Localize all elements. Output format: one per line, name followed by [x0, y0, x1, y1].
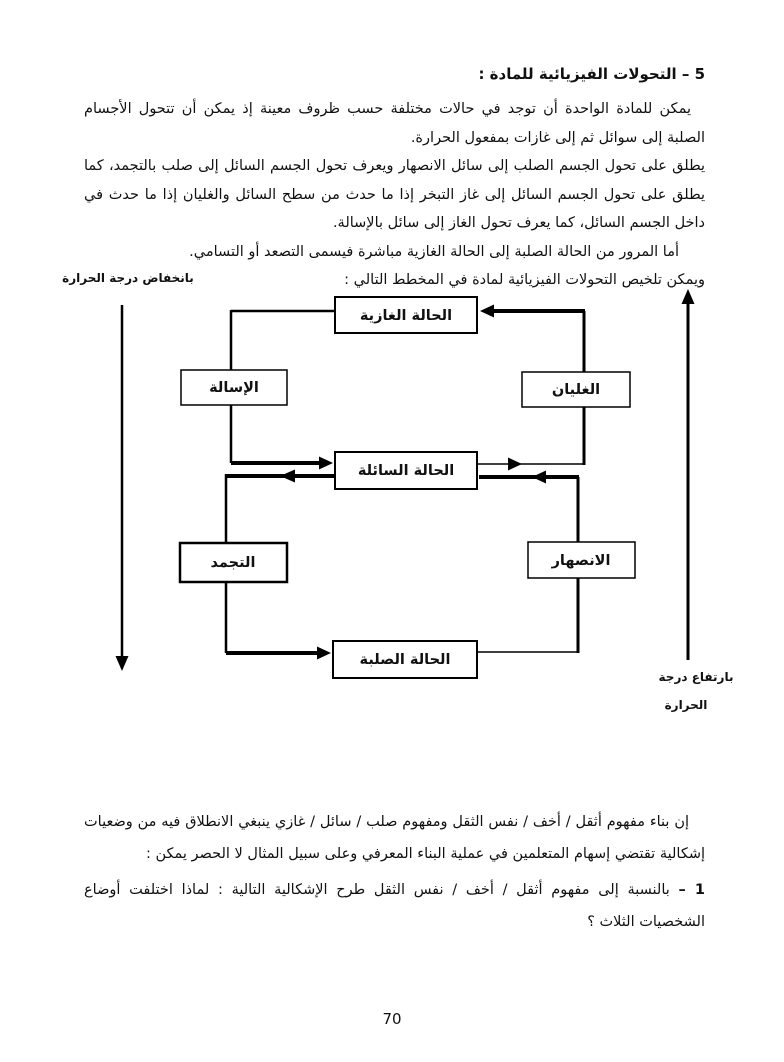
arrowhead-left-icon [480, 305, 494, 318]
item-text: بالنسبة إلى مفهوم أثقل / أخف / نفس الثقل طرح الإشكالية التالية : لماذا اختلفت أوضاع الشخصيات الثلاث ؟ [84, 882, 705, 930]
increasing-temperature-label-line2: الحرارة [664, 698, 708, 712]
gas-state-box [335, 297, 477, 333]
arrowhead-up-icon [682, 289, 695, 304]
bottom-paragraph: إن بناء مفهوم أثقل / أخف / نفس الثقل ومفهوم صلب / سائل / غازي ينبغي الانطلاق فيه من وضعيات إشكالية تقتضي إسهام المتعلمين في عملية البناء المعرفي وعلى سبيل المثال لا الحصر يمكن : [84, 814, 705, 862]
section-heading: 5 – التحولات الفيزيائية للمادة : [478, 65, 705, 83]
arrowhead-right-icon [317, 647, 331, 660]
melting-label: الانصهار [551, 553, 611, 569]
freezing-label: التجمد [210, 555, 256, 571]
page-number: 70 [382, 1010, 402, 1028]
paragraph-3: أما المرور من الحالة الصلبة إلى الحالة الغازية مباشرة فيسمى التصعد أو التسامي. [189, 243, 679, 260]
liquid-state-box [335, 452, 477, 489]
numbered-item-1 [84, 874, 705, 938]
boiling-box [522, 372, 630, 407]
bottom-text-block [84, 806, 705, 938]
liquefaction-label: الإسالة [209, 380, 259, 396]
freezing-box [180, 543, 287, 582]
arrowhead-right-icon [319, 457, 333, 470]
paragraph-2: يطلق على تحول الجسم الصلب إلى سائل الانصهار ويعرف تحول الجسم السائل إلى صلب بالتجمد، كما يطلق على تحول الجسم السائل إلى غاز التبخر إذا ما حدث من سطح السائل والغليان إذا ما حدث في داخل الجسم السائل، كما يعرف تحول الغاز إلى سائل بالإسالة. [84, 158, 705, 231]
decreasing-temperature-arrow [62, 271, 194, 671]
solid-state-box [333, 641, 477, 678]
arrowhead-left-icon [532, 471, 546, 484]
arrowhead-right-icon [508, 458, 522, 471]
melting-box [528, 542, 635, 578]
solid-state-label: الحالة الصلبة [359, 652, 451, 668]
decreasing-temperature-label: بانخفاض درجة الحرارة [62, 271, 194, 285]
states-of-matter-diagram [0, 255, 784, 725]
liquid-state-label: الحالة السائلة [357, 463, 455, 479]
gas-state-label: الحالة الغازية [359, 308, 453, 324]
increasing-temperature-label-line1: بارتفاع درجة [658, 670, 734, 684]
arrowhead-left-icon [280, 470, 295, 483]
increasing-temperature-arrow [659, 289, 734, 712]
liquefaction-box [181, 370, 287, 405]
paragraph-1: يمكن للمادة الواحدة أن توجد في حالات مختلفة حسب ظروف معينة إذ يمكن أن تتحول الأجسام الصلبة إلى سوائل ثم إلى غازات بمفعول الحرارة. [84, 101, 705, 146]
item-number: 1 – [678, 882, 706, 898]
arrowhead-down-icon [116, 656, 129, 671]
paragraph-4: ويمكن تلخيص التحولات الفيزيائية لمادة في المخطط التالي : [344, 272, 705, 288]
boiling-label: الغليان [551, 382, 601, 398]
